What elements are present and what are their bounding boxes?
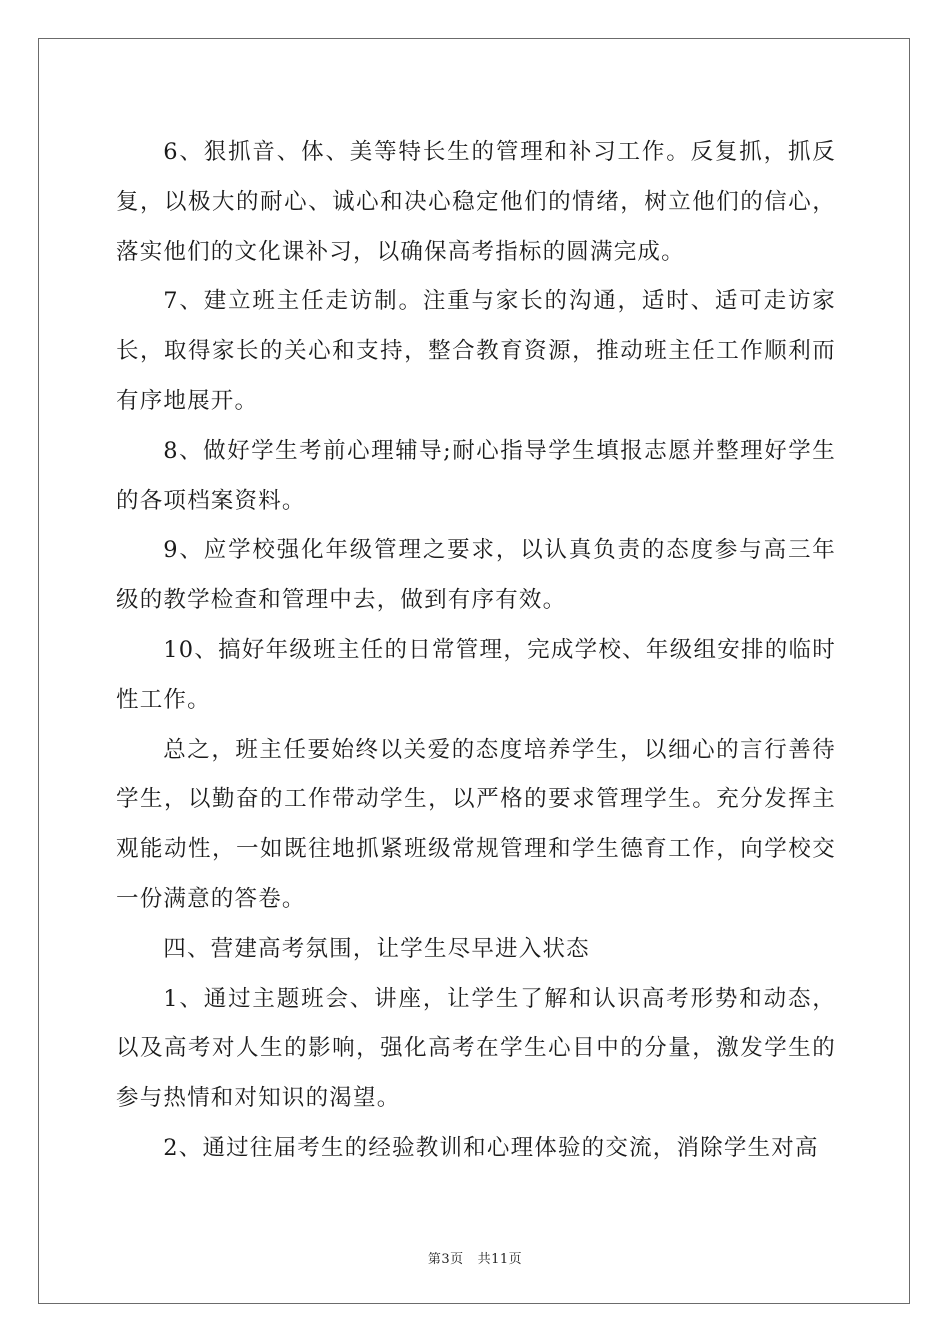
section-heading-4: 四、营建高考氛围，让学生尽早进入状态 xyxy=(163,935,590,962)
page-footer xyxy=(0,1248,950,1267)
paragraph-item-8: 8、做好学生考前心理辅导;耐心指导学生填报志愿并整理好学生的各项档案资料。 xyxy=(116,437,836,514)
paragraph-item-9: 9、应学校强化年级管理之要求，以认真负责的态度参与高三年级的教学检查和管理中去，做到有序有效。 xyxy=(116,537,836,614)
paragraph-item-6: 6、狠抓音、体、美等特长生的管理和补习工作。反复抓，抓反复，以极大的耐心、诚心和决心稳定他们的情绪，树立他们的信心，落实他们的文化课补习，以确保高考指标的圆满完成。 xyxy=(116,139,836,265)
paragraph-summary: 总之，班主任要始终以关爱的态度培养学生，以细心的言行善待学生，以勤奋的工作带动学生，以严格的要求管理学生。充分发挥主观能动性，一如既往地抓紧班级常规管理和学生德育工作，向学校交一份满意的答卷。 xyxy=(116,736,836,912)
paragraph-item-7: 7、建立班主任走访制。注重与家长的沟通，适时、适可走访家长，取得家长的关心和支持，整合教育资源，推动班主任工作顺利而有序地展开。 xyxy=(116,288,836,414)
paragraph-section4-item-2: 2、通过往届考生的经验教训和心理体验的交流，消除学生对高 xyxy=(163,1134,819,1161)
document-body xyxy=(116,128,836,1174)
paragraph-section4-item-1: 1、通过主题班会、讲座，让学生了解和认识高考形势和动态，以及高考对人生的影响，强化高考在学生心目中的分量，激发学生的参与热情和对知识的渴望。 xyxy=(116,985,836,1112)
paragraph-item-10: 10、搞好年级班主任的日常管理，完成学校、年级组安排的临时性工作。 xyxy=(116,636,836,713)
page-number: 第3页 xyxy=(427,1252,464,1267)
page-total: 共11页 xyxy=(477,1252,523,1267)
